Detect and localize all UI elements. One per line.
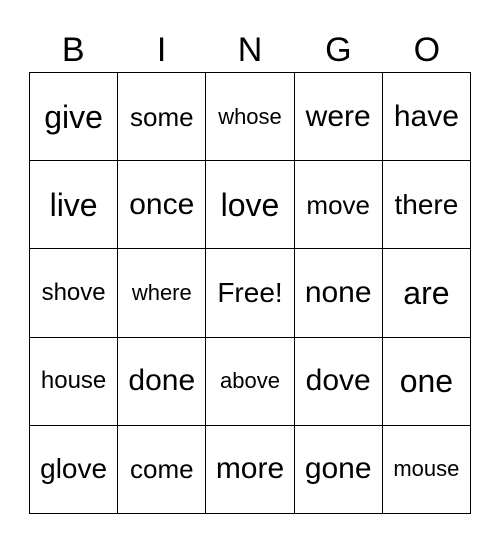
cell-word: come (130, 454, 194, 485)
header-letter-g: G (325, 31, 352, 69)
header-letter-b: B (61, 31, 85, 69)
cell-word: glove (40, 453, 108, 485)
bingo-cell[interactable] (295, 338, 383, 426)
bingo-cell[interactable] (30, 249, 118, 337)
bingo-cell[interactable] (30, 426, 118, 514)
cell-word: gone (304, 452, 372, 486)
bingo-cell[interactable] (295, 161, 383, 249)
bingo-cell[interactable] (383, 338, 471, 426)
bingo-cell[interactable] (118, 249, 206, 337)
bingo-cell[interactable] (295, 249, 383, 337)
cell-word: more (215, 452, 285, 486)
cell-word: Free! (217, 276, 283, 308)
bingo-cell[interactable] (295, 426, 383, 514)
bingo-board (29, 72, 471, 514)
cell-word: dove (305, 364, 371, 398)
bingo-cell[interactable] (206, 73, 294, 161)
header-letter-n: N (237, 31, 263, 69)
bingo-cell[interactable] (383, 249, 471, 337)
cell-word: done (128, 364, 196, 398)
cell-word: there (394, 188, 459, 220)
header-letter-o: O (413, 31, 441, 69)
bingo-cell[interactable] (118, 161, 206, 249)
cell-word: mouse (393, 456, 460, 482)
bingo-cell[interactable] (30, 73, 118, 161)
cell-word: have (393, 99, 459, 133)
cell-word: move (306, 189, 370, 220)
bingo-cell[interactable] (30, 161, 118, 249)
bingo-cell[interactable] (118, 73, 206, 161)
cell-word: once (129, 187, 195, 221)
bingo-cell[interactable] (30, 338, 118, 426)
bingo-cell[interactable] (118, 426, 206, 514)
cell-word: are (403, 274, 450, 311)
bingo-cell[interactable] (118, 338, 206, 426)
bingo-cell[interactable] (383, 426, 471, 514)
cell-word: one (399, 363, 454, 400)
cell-word: shove (41, 278, 106, 306)
bingo-cell[interactable] (206, 426, 294, 514)
bingo-cell[interactable] (295, 73, 383, 161)
cell-word: house (40, 367, 107, 395)
bingo-cell[interactable] (383, 73, 471, 161)
cell-word: above (220, 368, 280, 394)
cell-word: live (49, 186, 98, 223)
cell-word: none (304, 275, 372, 309)
cell-word: where (131, 279, 192, 305)
bingo-header (29, 28, 471, 72)
bingo-cell[interactable] (206, 161, 294, 249)
header-letter-i: I (156, 31, 167, 69)
cell-word: whose (218, 103, 282, 129)
cell-word: were (305, 99, 371, 133)
bingo-cell[interactable] (206, 338, 294, 426)
cell-word: some (130, 101, 194, 132)
bingo-cell[interactable] (383, 161, 471, 249)
cell-word: love (220, 186, 280, 223)
free-space[interactable] (206, 249, 294, 337)
cell-word: give (44, 98, 103, 135)
